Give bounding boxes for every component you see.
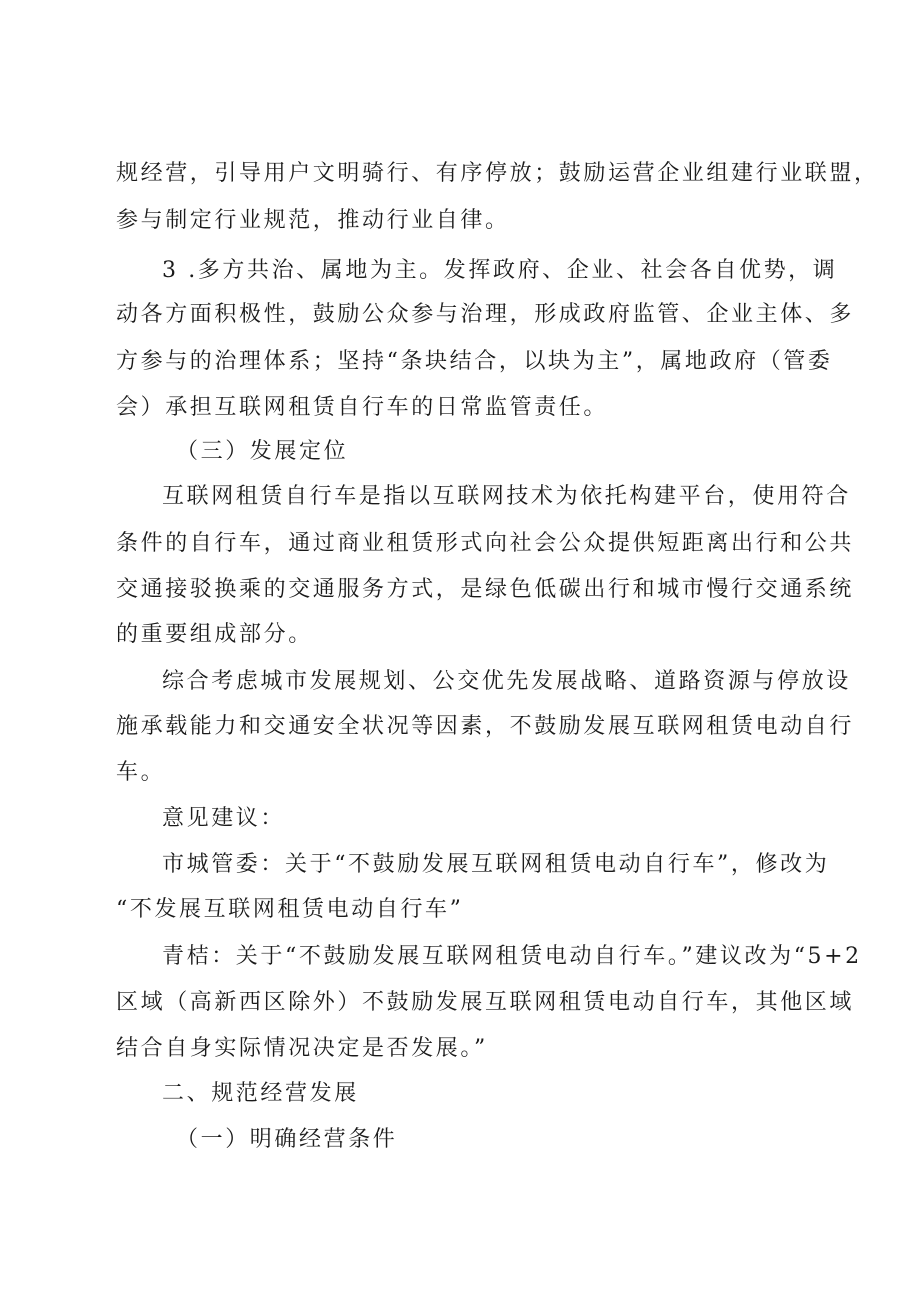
comment-line: 结合自身实际情况决定是否发展。”: [116, 1036, 488, 1061]
comment-heading: 意见建议：: [162, 806, 286, 831]
paragraph-line: 的重要组成部分。: [116, 622, 313, 647]
paragraph-line: 会）承担互联网租赁自行车的日常监管责任。: [116, 395, 609, 420]
paragraph-line: 动各方面积极性，鼓励公众参与治理，形成政府监管、企业主体、多: [116, 302, 855, 327]
comment-line: “不发展互联网租赁电动自行车”: [116, 897, 464, 922]
paragraph-line: 交通接驳换乘的交通服务方式，是绿色低碳出行和城市慢行交通系统: [116, 577, 855, 602]
comment-line: 区域（高新西区除外）不鼓励发展互联网租赁电动自行车，其他区域: [116, 990, 855, 1015]
paragraph-line: 3 .多方共治、属地为主。发挥政府、企业、社会各自优势，调: [162, 258, 838, 283]
comment-line: 市城管委：关于“不鼓励发展互联网租赁电动自行车”，修改为: [162, 852, 830, 877]
paragraph-line: 方参与的治理体系；坚持“条块结合，以块为主”，属地政府（管委: [116, 349, 833, 374]
paragraph-line: 车。: [116, 760, 166, 785]
section-heading: （三）发展定位: [176, 439, 349, 464]
paragraph-line: 规经营，引导用户文明骑行、有序停放；鼓励运营企业组建行业联盟，: [116, 161, 879, 186]
paragraph-line: 条件的自行车，通过商业租赁形式向社会公众提供短距离出行和公共: [116, 531, 855, 556]
section-heading: （一）明确经营条件: [176, 1127, 398, 1152]
comment-line: 青桔：关于“不鼓励发展互联网租赁电动自行车。”建议改为“5+2: [162, 944, 862, 969]
chapter-heading: 二、规范经营发展: [162, 1081, 359, 1106]
paragraph-line: 参与制定行业规范，推动行业自律。: [116, 208, 510, 233]
paragraph-line: 综合考虑城市发展规划、公交优先发展战略、道路资源与停放设: [162, 669, 851, 694]
paragraph-line: 互联网租赁自行车是指以互联网技术为依托构建平台，使用符合: [162, 484, 851, 509]
paragraph-line: 施承载能力和交通安全状况等因素，不鼓励发展互联网租赁电动自行: [116, 714, 855, 739]
